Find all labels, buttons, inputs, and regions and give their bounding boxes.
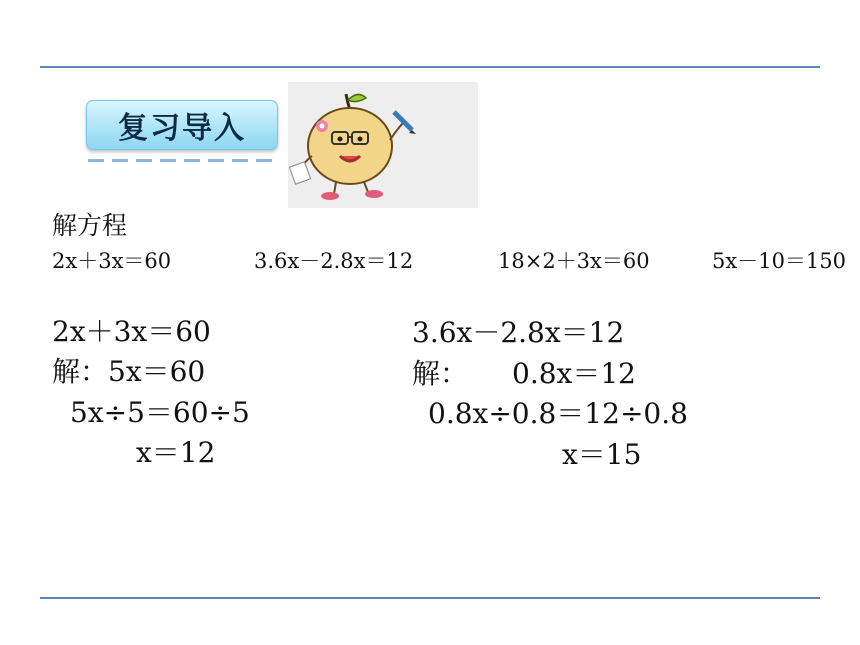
left-solution-line-2: 解：5x＝60 — [52, 355, 206, 388]
mascot-image — [288, 82, 478, 208]
top-divider — [40, 66, 820, 68]
bottom-divider — [40, 597, 820, 599]
right-solution-label: 解： — [412, 357, 469, 390]
cartoon-apple-with-pencil-icon — [288, 82, 478, 208]
left-solution-line-1: 2x＋3x＝60 — [52, 315, 211, 348]
section-title-badge — [86, 100, 278, 150]
right-solution-line-4: x＝15 — [562, 438, 642, 471]
problem-1: 2x＋3x＝60 — [52, 249, 172, 273]
problem-3: 18×2＋3x＝60 — [498, 249, 650, 273]
dashed-underline — [88, 159, 278, 162]
section-title: 复习导入 — [118, 111, 246, 146]
left-solution-line-4: x＝12 — [136, 436, 216, 469]
right-solution-line-3: 0.8x÷0.8＝12÷0.8 — [428, 397, 688, 430]
right-solution-line-2: 0.8x＝12 — [512, 357, 636, 390]
right-solution-line-1: 3.6x－2.8x＝12 — [412, 316, 625, 349]
heading-solve-equations: 解方程 — [52, 211, 128, 240]
problem-4: 5x－10＝150 — [712, 249, 847, 273]
left-solution-line-3: 5x÷5＝60÷5 — [70, 396, 250, 429]
problem-2: 3.6x－2.8x＝12 — [254, 249, 414, 273]
